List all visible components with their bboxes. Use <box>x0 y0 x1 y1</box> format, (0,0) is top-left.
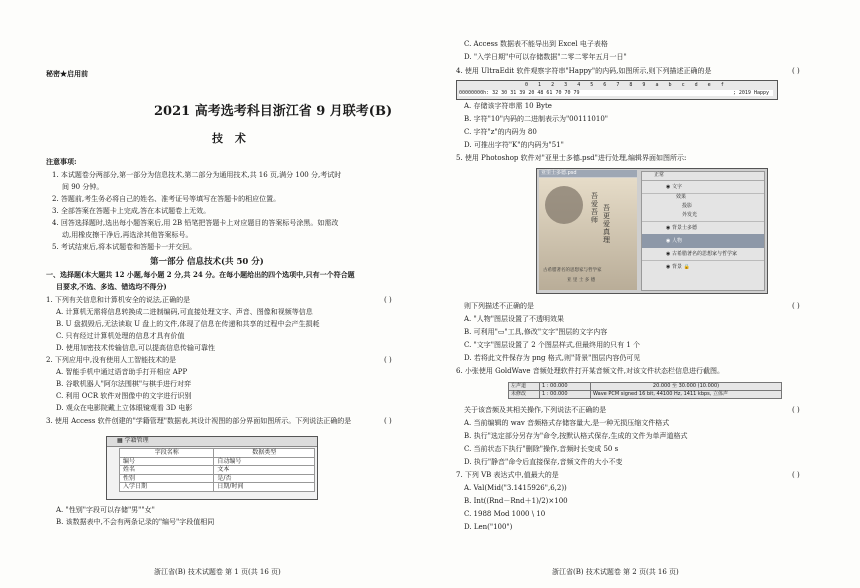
status-row <box>509 383 782 391</box>
hex-col: 7 <box>616 82 620 88</box>
option: D. 可推出字符"K"的内码为"51" <box>464 141 564 149</box>
subject-title: 技 术 <box>212 132 250 145</box>
eye-icon[interactable]: ◉ <box>666 264 671 270</box>
poem-col-2 <box>603 204 612 244</box>
layer-row[interactable] <box>642 221 764 234</box>
eye-icon[interactable]: ◉ <box>666 251 671 257</box>
status-cell: 20.000 至 30.000 (10.000) <box>591 383 782 391</box>
status-cell: 未修改 <box>509 391 540 399</box>
notes-heading: 注意事项: <box>46 157 77 166</box>
eye-icon[interactable]: ◉ <box>666 225 671 231</box>
exam-title: 2021 高考选考科目浙江省 9 月联考(B) <box>154 104 393 119</box>
cell: 自动编号 <box>214 457 315 466</box>
option: D. 若将此文件保存为 png 格式,则"背景"图层内容仍可见 <box>464 354 641 362</box>
option: B. 该数据表中,不会有两条记录的"编号"字段值相同 <box>56 518 215 526</box>
poem-char: 吾 <box>591 192 598 200</box>
ps-canvas <box>539 178 637 290</box>
ps-caption-2: 亚 里 士 多 德 <box>567 278 596 283</box>
option: C. 只有经过计算机处理的信息才具有价值 <box>56 332 185 340</box>
cell: 日期/时间 <box>214 483 315 492</box>
option: C. 1988 Mod 1000 \ 10 <box>464 510 546 518</box>
access-table-window <box>106 436 318 500</box>
secret-label: 秘密★启用前 <box>46 69 88 78</box>
answer-paren: ( ) <box>792 406 800 414</box>
option: A. 存储该字符串需 10 Byte <box>464 102 552 110</box>
cell: 文本 <box>214 466 315 475</box>
option: D. Len("100") <box>464 523 513 531</box>
hex-col: 2 <box>551 82 555 88</box>
eye-icon[interactable]: ◉ <box>666 184 671 190</box>
hex-byte: 61 <box>546 90 553 96</box>
option: B. U 盘损毁后,无法读取 U 盘上的文件,体现了信息在传递和共享的过程中会产生损耗 <box>56 320 320 328</box>
section-heading-cont: 目要求,不选、多选、错选均不得分) <box>56 282 167 291</box>
hex-byte: 70 <box>555 90 562 96</box>
page-footer: 浙江省(B) 技术试题卷 第 1 页(共 16 页) <box>154 568 281 576</box>
option: B. 谷歌机器人"阿尔法围棋"与棋手进行对弈 <box>56 380 192 388</box>
hex-col: 4 <box>577 82 581 88</box>
hex-col: c <box>681 82 685 88</box>
poem-char: 吾 <box>591 208 598 216</box>
option: D. "入学日期"中可以存储数据"二零二零年五月一日" <box>464 53 627 61</box>
hex-byte: 79 <box>573 90 580 96</box>
cell: 编号 <box>120 457 214 466</box>
poem-char: 更 <box>603 212 610 220</box>
status-cell: Wave PCM signed 16 bit, 44100 Hz, 1411 kbps, 立体声 <box>591 391 782 399</box>
field-table <box>119 448 315 492</box>
part-title: 第一部分 信息技术(共 50 分) <box>150 257 264 267</box>
note-line: 2. 答题前,考生务必将自己的姓名、准考证号等填写在答题卡的相应位置。 <box>52 195 281 203</box>
hex-col: 9 <box>642 82 646 88</box>
hex-byte: 31 <box>510 90 517 96</box>
hex-byte: 32 <box>492 90 499 96</box>
answer-paren: ( ) <box>384 356 392 364</box>
option: D. 观众在电影院戴上立体眼镜观看 3D 电影 <box>56 404 193 412</box>
layers-panel <box>641 171 765 291</box>
ps-doc-title: 亚里士多德.psd <box>539 170 637 177</box>
hex-col: e <box>707 82 711 88</box>
question-1: 1. 下列有关信息和计算机安全的说法,正确的是 <box>46 296 191 304</box>
option: C. "文字"图层设置了 2 个图层样式,但最终用的只有 1 个 <box>464 341 641 349</box>
option: A. 计算机无需将信息转换成二进制编码,可直接处理文字、声音、图像和视频等信息 <box>56 308 313 316</box>
page-footer: 浙江省(B) 技术试题卷 第 2 页(共 16 页) <box>552 568 679 576</box>
answer-paren: ( ) <box>384 417 392 425</box>
ps-caption: 古希腊著名的思想家与哲学家 <box>543 268 602 273</box>
status-cell: 1 : 00.000 <box>540 383 591 391</box>
option: C. 利用 OCR 软件对图像中的文字进行识别 <box>56 392 192 400</box>
hex-col: a <box>655 82 659 88</box>
answer-paren: ( ) <box>792 67 800 75</box>
question-2: 2. 下列应用中,没有使用人工智能技术的是 <box>46 356 177 364</box>
option: C. Access 数据表不能导出到 Excel 电子表格 <box>464 40 608 48</box>
note-line: 5. 考试结束后,将本试题卷和答题卡一并交回。 <box>52 243 197 251</box>
layer-row[interactable] <box>642 181 764 194</box>
q6-stem: 关于该音频及其相关操作,下列说法不正确的是 <box>464 406 607 414</box>
lock-icon: 🔒 <box>683 264 690 270</box>
q5-stem: 则下列描述不正确的是 <box>464 302 534 310</box>
answer-paren: ( ) <box>384 296 392 304</box>
option: B. 执行"选定部分另存为"命令,按默认格式保存,生成的文件为单声道格式 <box>464 432 688 440</box>
option: C. 当前状态下执行"删除"操作,音频时长变成 50 s <box>464 445 619 453</box>
option: B. 可利用"▭"工具,修改"文字"图层的文字内容 <box>464 328 608 336</box>
table-row <box>120 483 315 492</box>
question-3: 3. 使用 Access 软件创建的"学籍管理"数据表,其设计视图的部分界面如图所示。下列说法正确的是 <box>46 417 352 425</box>
status-row <box>509 391 782 399</box>
poem-char: 吾 <box>603 204 610 212</box>
question-6: 6. 小张使用 GoldWave 音频处理软件打开某音频文件,对该文件状态栏信息进行截图。 <box>456 367 724 375</box>
hex-col: f <box>720 82 724 88</box>
status-cell: 1 : 00.000 <box>540 391 591 399</box>
layer-name: 古希腊著名的思想家与哲学家 <box>671 251 737 257</box>
section-heading: 一、选择题(本大题共 12 小题,每小题 2 分,共 24 分。在每小题给出的四个选项中,只有一个符合题 <box>46 270 355 279</box>
option: A. "人物"图层设置了不透明效果 <box>464 315 564 323</box>
hex-byte: 30 <box>501 90 508 96</box>
table-header-row <box>120 449 315 458</box>
note-line: 动,用橡皮擦干净后,再选涂其他答案标号。 <box>62 231 193 239</box>
question-5: 5. 使用 Photoshop 软件对"亚里士多德.psd"进行处理,编辑界面如图所示: <box>456 154 687 162</box>
header-cell: 字段名称 <box>120 449 214 458</box>
hex-text: ; 2019 Happy <box>732 90 769 96</box>
poem-char: 师 <box>591 216 598 224</box>
hex-col: d <box>694 82 698 88</box>
table-icon: ▦ <box>117 437 123 444</box>
hex-header <box>525 82 724 88</box>
option: A. Val(Mid("3.1415926",6,2)) <box>464 484 567 492</box>
portrait-image <box>545 186 583 224</box>
layer-row[interactable] <box>642 261 764 273</box>
option: D. 执行"静音"命令后直接保存,音频文件的大小不变 <box>464 458 623 466</box>
hex-address: 00000000h: <box>459 90 490 96</box>
cell: 性别 <box>120 474 214 483</box>
layer-effect-row: 外发光 <box>682 212 698 218</box>
access-title-bar <box>107 437 317 447</box>
layer-effect-row: 效果 <box>676 194 687 200</box>
photoshop-window <box>536 168 768 294</box>
hex-col: 5 <box>590 82 594 88</box>
question-7: 7. 下列 VB 表达式中,值最大的是 <box>456 471 559 479</box>
cell: 是/否 <box>214 474 315 483</box>
option: A. 当前编辑的 wav 音频格式存储容量大,是一种无损压缩文件格式 <box>464 419 670 427</box>
layer-row-selected[interactable] <box>642 234 764 248</box>
cell: 入学日期 <box>120 483 214 492</box>
question-4: 4. 使用 UltraEdit 软件观察字符串"Happy"的内码,如图所示,则下列描述正确的是 <box>456 67 712 75</box>
poem-char: 理 <box>603 236 610 244</box>
option: D. 使用加密技术传输信息,可以提高信息传输可靠性 <box>56 344 216 352</box>
table-row <box>120 466 315 475</box>
blend-mode[interactable]: 正常 <box>642 172 764 181</box>
goldwave-status-bar <box>508 382 782 399</box>
option: A. 智能手机中通过语音助手打开相应 APP <box>56 368 188 376</box>
table-row <box>120 457 315 466</box>
hex-viewer <box>456 80 778 100</box>
note-line: 3. 全部答案在答题卡上完成,答在本试题卷上无效。 <box>52 207 211 215</box>
access-table-title: 学籍管理 <box>124 437 149 444</box>
note-line: 间 90 分钟。 <box>62 183 104 191</box>
poem-char: 爱 <box>603 220 610 228</box>
hex-col: 6 <box>603 82 607 88</box>
poem-col-1 <box>591 192 600 224</box>
hex-data-row <box>459 90 773 96</box>
note-line: 1. 本试题卷分两部分,第一部分为信息技术,第二部分为通用技术,共 16 页,满分 100 分,考试时 <box>52 171 342 179</box>
answer-paren: ( ) <box>792 471 800 479</box>
layer-row[interactable] <box>642 248 764 261</box>
status-cell: 左声道 <box>509 383 540 391</box>
option: B. 字符"10"内码的二进制表示为"00111010" <box>464 115 609 123</box>
poem-char: 真 <box>603 228 610 236</box>
layer-effect-row: 投影 <box>682 203 693 209</box>
hex-byte: 20 <box>528 90 535 96</box>
table-row <box>120 474 315 483</box>
cell: 姓名 <box>120 466 214 475</box>
poem-char: 爱 <box>591 200 598 208</box>
option: A. "性别"字段可以存储"男""女" <box>56 506 155 514</box>
note-line: 4. 回答选择题时,选出每小题答案后,用 2B 铅笔把答题卡上对应题目的答案标号涂黑。如需改 <box>52 219 339 227</box>
hex-byte: 70 <box>564 90 571 96</box>
hex-col: b <box>668 82 672 88</box>
hex-byte: 39 <box>519 90 526 96</box>
hex-byte: 48 <box>537 90 544 96</box>
layer-name: 背景 <box>671 264 682 270</box>
hex-col: 8 <box>629 82 633 88</box>
layer-name: 背景士多德 <box>671 225 697 231</box>
layer-name: 文字 <box>671 184 682 190</box>
answer-paren: ( ) <box>792 302 800 310</box>
option: C. 字符"z"的内码为 80 <box>464 128 537 136</box>
hex-col: 3 <box>564 82 568 88</box>
option: B. Int((Rnd－Rnd＋1)/2)×100 <box>464 497 568 505</box>
eye-icon[interactable]: ◉ <box>666 238 671 244</box>
hex-col: 0 <box>525 82 529 88</box>
layer-name: 人物 <box>671 238 682 244</box>
hex-col: 1 <box>538 82 542 88</box>
header-cell: 数据类型 <box>214 449 315 458</box>
